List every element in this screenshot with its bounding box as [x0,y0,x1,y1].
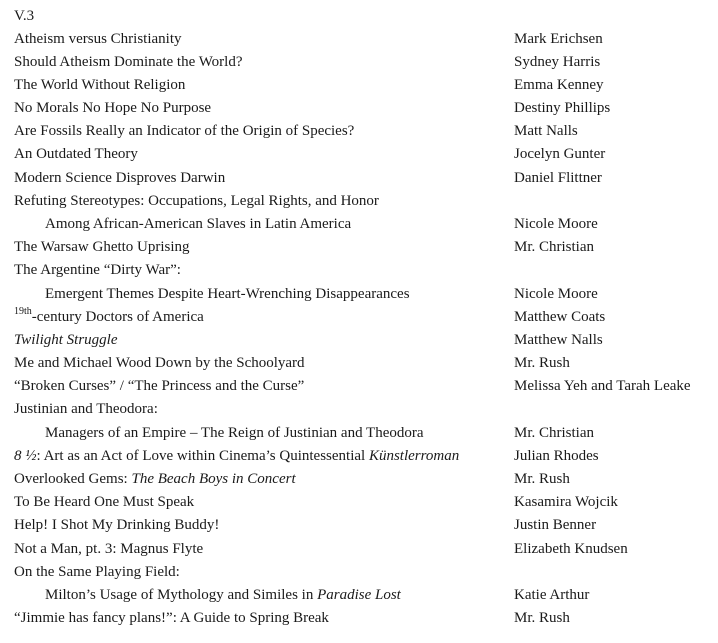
toc-row [0,468,718,491]
entry-author: Mr. Rush [514,471,570,487]
toc-row [0,607,718,630]
entry-author: Destiny Phillips [514,100,611,116]
entry-author: Matt Nalls [514,123,578,139]
toc-row [0,236,718,259]
entry-title: The Warsaw Ghetto Uprising [14,239,190,255]
toc-row [0,51,718,74]
entry-author: Jocelyn Gunter [514,146,606,162]
entry-title: Are Fossils Really an Indicator of the Origin of Species? [14,123,355,139]
entry-author: Elizabeth Knudsen [514,541,628,557]
entry-title: Help! I Shot My Drinking Buddy! [14,517,220,533]
toc-row [0,329,718,352]
toc-row [0,584,718,607]
toc-row [0,259,718,282]
entry-title: Not a Man, pt. 3: Magnus Flyte [14,541,204,557]
toc-row [0,352,718,375]
entry-title: “Jimmie has fancy plans!”: A Guide to Spring Break [14,610,329,626]
entry-title-rest: Milton’s Usage of Mythology and Similes in [45,587,318,603]
toc-row [0,306,718,329]
entry-title: The Argentine “Dirty War”: [14,262,181,278]
entry-title: “Broken Curses” / “The Princess and the Curse” [14,378,305,394]
entry-author: Mr. Christian [514,239,595,255]
entry-author: Sydney Harris [514,54,601,70]
entry-title-rest: : Art as an Act of Love within Cinema’s Quintessential [36,448,369,464]
entry-title: Modern Science Disproves Darwin [14,170,226,186]
entry-title: On the Same Playing Field: [14,564,180,580]
toc-row [0,143,718,166]
entry-title: No Morals No Hope No Purpose [14,100,212,116]
toc-row [0,375,718,398]
entry-title [45,584,401,607]
entry-author: Julian Rhodes [514,448,599,464]
entry-title: Should Atheism Dominate the World? [14,54,243,70]
toc-row [0,445,718,468]
volume-label: V.3 [14,8,35,24]
entry-title: Among African-American Slaves in Latin America [45,216,352,232]
entry-title: Me and Michael Wood Down by the Schoolyard [14,355,305,371]
entry-title [14,306,204,329]
entry-title: Managers of an Empire – The Reign of Justinian and Theodora [45,425,424,441]
entry-author: Melissa Yeh and Tarah Leake [514,378,691,394]
entry-title-rest: Overlooked Gems: [14,471,132,487]
entry-author: Justin Benner [514,517,597,533]
entry-title-rest: -century Doctors of America [31,309,204,325]
toc-row [0,28,718,51]
entry-title [14,445,459,468]
century-superscript: 19th [14,306,32,317]
toc-row [0,491,718,514]
toc-row [0,120,718,143]
entry-title [14,329,117,352]
entry-title-italic: Künstlerroman [368,448,460,464]
entry-author: Mr. Christian [514,425,595,441]
entry-title-italic: 8 ½ [14,448,37,464]
entry-author: Nicole Moore [514,286,598,302]
entry-title-italic: The Beach Boys in Concert [131,471,296,487]
entry-title: The World Without Religion [14,77,186,93]
toc-row [0,167,718,190]
entry-title: Justinian and Theodora: [14,401,158,417]
entry-author: Mr. Rush [514,355,570,371]
toc-row [0,398,718,421]
volume-header [0,5,718,28]
entry-title: To Be Heard One Must Speak [14,494,195,510]
toc-row [0,561,718,584]
entry-title-italic: Paradise Lost [317,587,401,603]
toc-row [0,97,718,120]
entry-author: Nicole Moore [514,216,598,232]
entry-title [14,468,296,491]
entry-title: Atheism versus Christianity [14,31,182,47]
toc-row [0,74,718,97]
entry-title: An Outdated Theory [14,146,138,162]
entry-author: Daniel Flittner [514,170,602,186]
entry-author: Mark Erichsen [514,31,603,47]
entry-author: Mr. Rush [514,610,570,626]
entry-title: Refuting Stereotypes: Occupations, Legal Rights, and Honor [14,193,379,209]
toc-row [0,538,718,561]
toc-row [0,190,718,213]
toc-row [0,422,718,445]
entry-author: Katie Arthur [514,587,590,603]
entry-author: Kasamira Wojcik [514,494,618,510]
toc-row [0,213,718,236]
entry-author: Matthew Coats [514,309,606,325]
toc-row [0,514,718,537]
entry-author: Emma Kenney [514,77,604,93]
entry-title-italic: Twilight Struggle [14,332,118,348]
entry-title: Emergent Themes Despite Heart-Wrenching Disappearances [45,286,410,302]
toc-row [0,283,718,306]
entry-author: Matthew Nalls [514,332,603,348]
